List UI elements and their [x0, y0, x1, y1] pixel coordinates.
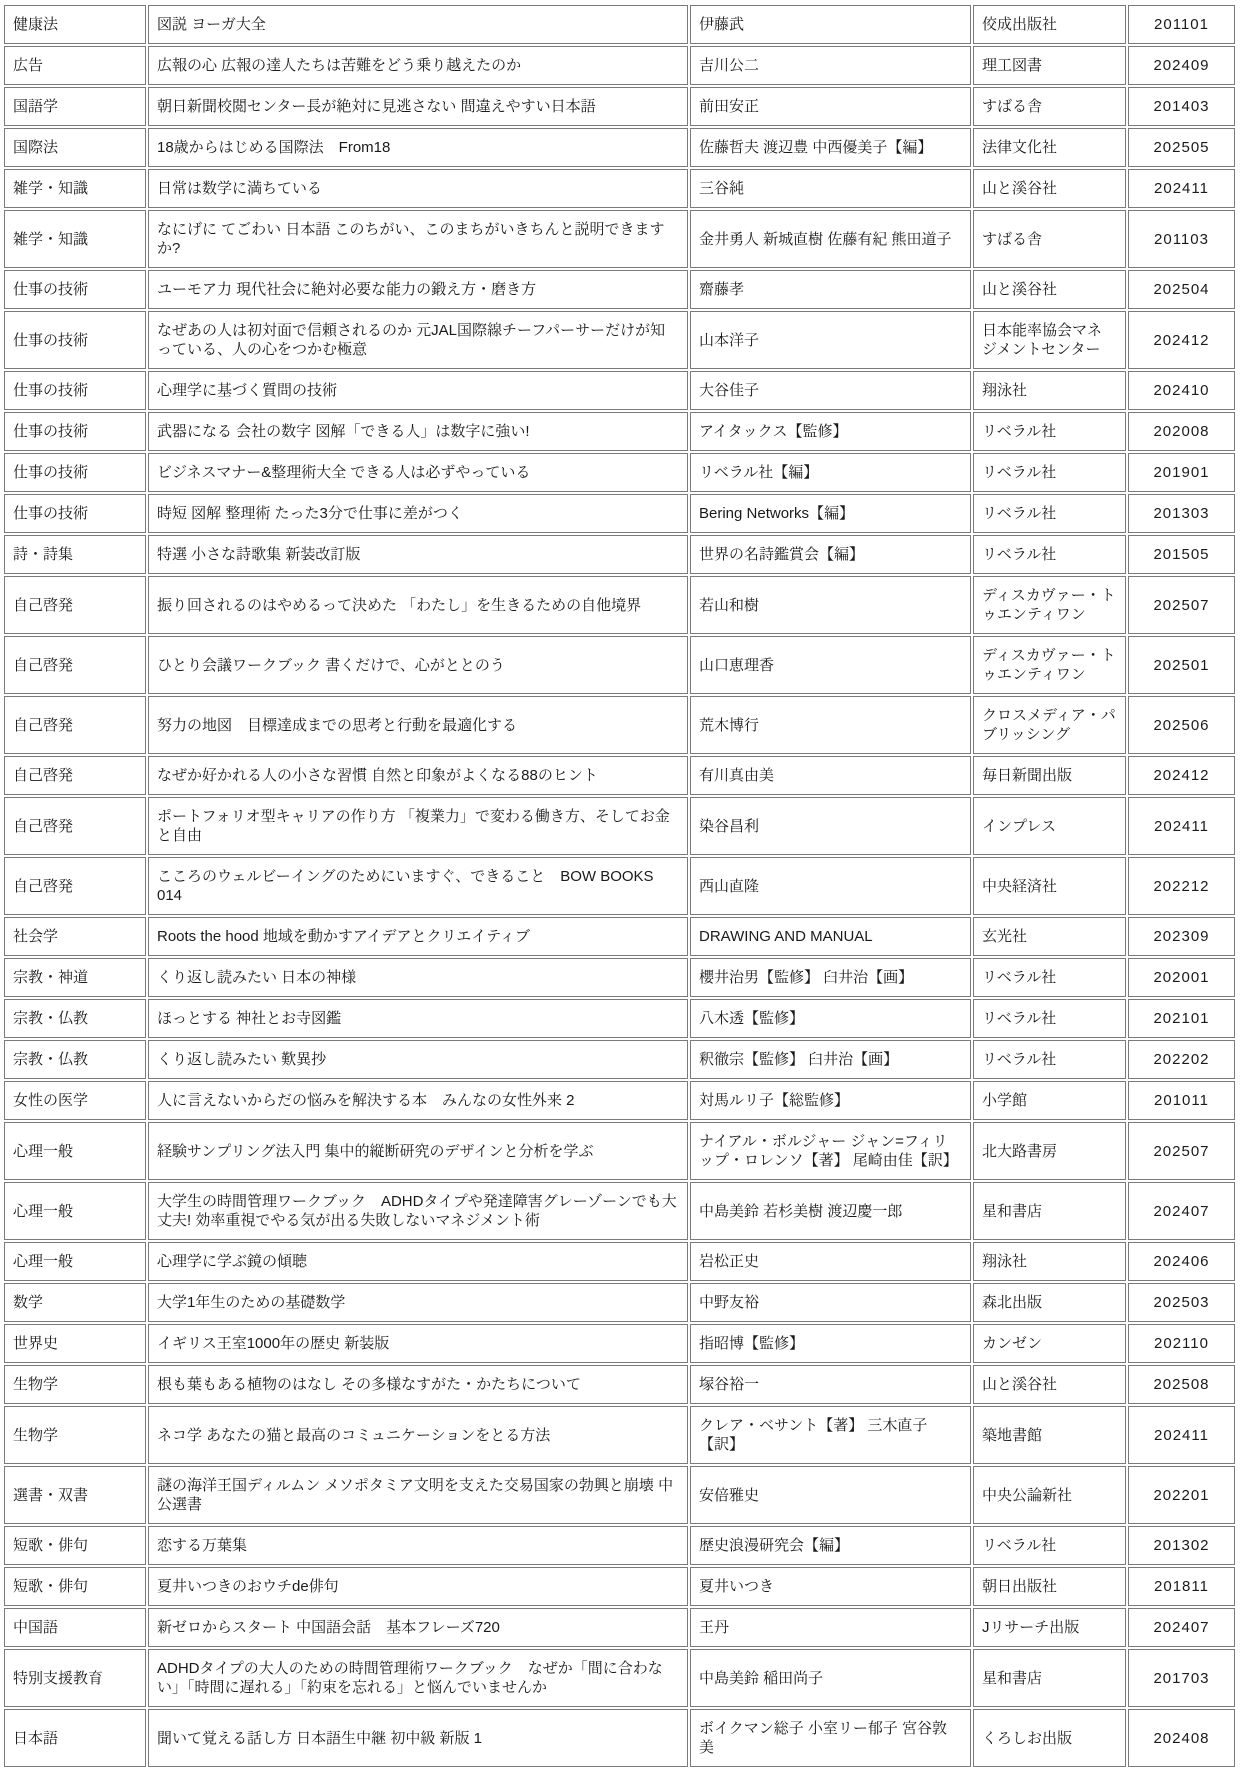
cell-title: ビジネスマナー&整理術大全 できる人は必ずやっている	[148, 453, 688, 492]
cell-pub-date: 202505	[1128, 128, 1235, 167]
table-row	[4, 270, 1235, 309]
cell-publisher: リベラル社	[973, 494, 1126, 533]
cell-category: 宗教・仏教	[4, 999, 146, 1038]
cell-pub-date: 202412	[1128, 756, 1235, 795]
cell-category: 社会学	[4, 917, 146, 956]
cell-author: 三谷純	[690, 169, 971, 208]
cell-pub-date: 202101	[1128, 999, 1235, 1038]
cell-category: 仕事の技術	[4, 311, 146, 369]
cell-title: 日常は数学に満ちている	[148, 169, 688, 208]
cell-publisher: 中央公論新社	[973, 1466, 1126, 1524]
table-row	[4, 46, 1235, 85]
cell-author: 中島美鈴 稲田尚子	[690, 1649, 971, 1707]
cell-category: 心理一般	[4, 1242, 146, 1281]
cell-author: 王丹	[690, 1608, 971, 1647]
cell-publisher: 法律文化社	[973, 128, 1126, 167]
table-row	[4, 917, 1235, 956]
cell-category: 日本語	[4, 1709, 146, 1767]
cell-author: 指昭博【監修】	[690, 1324, 971, 1363]
cell-publisher: 山と溪谷社	[973, 1365, 1126, 1404]
cell-author: 齋藤孝	[690, 270, 971, 309]
cell-category: 宗教・神道	[4, 958, 146, 997]
cell-publisher: リベラル社	[973, 453, 1126, 492]
cell-title: なにげに てごわい 日本語 このちがい、このまちがいきちんと説明できますか?	[148, 210, 688, 268]
table-row	[4, 1406, 1235, 1464]
cell-author: 佐藤哲夫 渡辺豊 中西優美子【編】	[690, 128, 971, 167]
cell-pub-date: 202411	[1128, 1406, 1235, 1464]
cell-title: 夏井いつきのおウチde俳句	[148, 1567, 688, 1606]
cell-pub-date: 202506	[1128, 696, 1235, 754]
cell-title: なぜあの人は初対面で信頼されるのか 元JAL国際線チーフパーサーだけが知っている、人の心をつかむ極意	[148, 311, 688, 369]
cell-author: クレア・ベサント【著】 三木直子【訳】	[690, 1406, 971, 1464]
cell-pub-date: 201403	[1128, 87, 1235, 126]
table-row	[4, 1709, 1235, 1767]
cell-category: 女性の医学	[4, 1081, 146, 1120]
cell-publisher: 山と溪谷社	[973, 169, 1126, 208]
cell-category: 自己啓発	[4, 696, 146, 754]
cell-publisher: ディスカヴァー・トゥエンティワン	[973, 636, 1126, 694]
cell-title: 18歳からはじめる国際法 From18	[148, 128, 688, 167]
cell-author: 山口恵理香	[690, 636, 971, 694]
cell-title: 広報の心 広報の達人たちは苦難をどう乗り越えたのか	[148, 46, 688, 85]
cell-title: イギリス王室1000年の歴史 新装版	[148, 1324, 688, 1363]
cell-author: 伊藤武	[690, 5, 971, 44]
cell-pub-date: 202110	[1128, 1324, 1235, 1363]
cell-publisher: Jリサーチ出版	[973, 1608, 1126, 1647]
cell-title: ネコ学 あなたの猫と最高のコミュニケーションをとる方法	[148, 1406, 688, 1464]
table-row	[4, 210, 1235, 268]
table-row	[4, 958, 1235, 997]
cell-author: 吉川公二	[690, 46, 971, 85]
cell-category: 雑学・知識	[4, 169, 146, 208]
cell-category: 生物学	[4, 1406, 146, 1464]
cell-title: 特選 小さな詩歌集 新装改訂版	[148, 535, 688, 574]
cell-author: アイタックス【監修】	[690, 412, 971, 451]
cell-category: 国際法	[4, 128, 146, 167]
cell-title: 人に言えないからだの悩みを解決する本 みんなの女性外来 2	[148, 1081, 688, 1120]
cell-author: 有川真由美	[690, 756, 971, 795]
cell-pub-date: 202412	[1128, 311, 1235, 369]
cell-pub-date: 202507	[1128, 576, 1235, 634]
table-row	[4, 1649, 1235, 1707]
cell-title: ユーモア力 現代社会に絶対必要な能力の鍛え方・磨き方	[148, 270, 688, 309]
cell-title: 努力の地図 目標達成までの思考と行動を最適化する	[148, 696, 688, 754]
table-row	[4, 1122, 1235, 1180]
cell-publisher: 星和書店	[973, 1182, 1126, 1240]
cell-category: 心理一般	[4, 1122, 146, 1180]
table-row	[4, 535, 1235, 574]
cell-author: 対馬ルリ子【総監修】	[690, 1081, 971, 1120]
table-row	[4, 128, 1235, 167]
cell-title: 聞いて覚える話し方 日本語生中継 初中級 新版 1	[148, 1709, 688, 1767]
cell-publisher: 佼成出版社	[973, 5, 1126, 44]
cell-category: 短歌・俳句	[4, 1567, 146, 1606]
table-row	[4, 87, 1235, 126]
cell-pub-date: 202507	[1128, 1122, 1235, 1180]
table-row	[4, 371, 1235, 410]
cell-pub-date: 202409	[1128, 46, 1235, 85]
cell-category: 世界史	[4, 1324, 146, 1363]
cell-publisher: 中央経済社	[973, 857, 1126, 915]
table-row	[4, 999, 1235, 1038]
cell-pub-date: 201303	[1128, 494, 1235, 533]
table-row	[4, 756, 1235, 795]
cell-category: 中国語	[4, 1608, 146, 1647]
cell-author: 塚谷裕一	[690, 1365, 971, 1404]
cell-publisher: カンゼン	[973, 1324, 1126, 1363]
cell-author: 染谷昌利	[690, 797, 971, 855]
cell-publisher: 翔泳社	[973, 1242, 1126, 1281]
cell-pub-date: 202202	[1128, 1040, 1235, 1079]
cell-pub-date: 202407	[1128, 1182, 1235, 1240]
table-row	[4, 311, 1235, 369]
cell-author: 夏井いつき	[690, 1567, 971, 1606]
cell-publisher: すばる舎	[973, 87, 1126, 126]
cell-publisher: 小学館	[973, 1081, 1126, 1120]
cell-category: 雑学・知識	[4, 210, 146, 268]
cell-category: 自己啓発	[4, 857, 146, 915]
cell-publisher: くろしお出版	[973, 1709, 1126, 1767]
table-row	[4, 696, 1235, 754]
cell-category: 宗教・仏教	[4, 1040, 146, 1079]
cell-pub-date: 202508	[1128, 1365, 1235, 1404]
cell-publisher: 山と溪谷社	[973, 270, 1126, 309]
table-row	[4, 797, 1235, 855]
cell-publisher: 築地書館	[973, 1406, 1126, 1464]
table-row	[4, 1608, 1235, 1647]
cell-title: 経験サンプリング法入門 集中的縦断研究のデザインと分析を学ぶ	[148, 1122, 688, 1180]
cell-pub-date: 201901	[1128, 453, 1235, 492]
cell-author: 櫻井治男【監修】 臼井治【画】	[690, 958, 971, 997]
cell-author: 釈徹宗【監修】 臼井治【画】	[690, 1040, 971, 1079]
cell-pub-date: 202411	[1128, 797, 1235, 855]
cell-pub-date: 202407	[1128, 1608, 1235, 1647]
cell-pub-date: 202309	[1128, 917, 1235, 956]
cell-title: 図説 ヨーガ大全	[148, 5, 688, 44]
table-row	[4, 1324, 1235, 1363]
cell-publisher: リベラル社	[973, 535, 1126, 574]
cell-publisher: クロスメディア・パブリッシング	[973, 696, 1126, 754]
cell-author: 世界の名詩鑑賞会【編】	[690, 535, 971, 574]
cell-publisher: リベラル社	[973, 999, 1126, 1038]
cell-author: ボイクマン総子 小室リー郁子 宮谷敦美	[690, 1709, 971, 1767]
cell-author: 西山直隆	[690, 857, 971, 915]
cell-publisher: 理工図書	[973, 46, 1126, 85]
cell-category: 仕事の技術	[4, 494, 146, 533]
cell-title: 新ゼロからスタート 中国語会話 基本フレーズ720	[148, 1608, 688, 1647]
cell-publisher: 朝日出版社	[973, 1567, 1126, 1606]
cell-author: 安倍雅史	[690, 1466, 971, 1524]
cell-pub-date: 202504	[1128, 270, 1235, 309]
cell-title: 恋する万葉集	[148, 1526, 688, 1565]
cell-publisher: 北大路書房	[973, 1122, 1126, 1180]
table-row	[4, 857, 1235, 915]
cell-author: 中野友裕	[690, 1283, 971, 1322]
cell-author: 若山和樹	[690, 576, 971, 634]
cell-category: 国語学	[4, 87, 146, 126]
table-row	[4, 1081, 1235, 1120]
cell-title: なぜか好かれる人の小さな習慣 自然と印象がよくなる88のヒント	[148, 756, 688, 795]
cell-title: 心理学に学ぶ鏡の傾聴	[148, 1242, 688, 1281]
cell-publisher: 玄光社	[973, 917, 1126, 956]
cell-author: DRAWING AND MANUAL	[690, 917, 971, 956]
cell-category: 短歌・俳句	[4, 1526, 146, 1565]
cell-title: Roots the hood 地域を動かすアイデアとクリエイティブ	[148, 917, 688, 956]
cell-pub-date: 201703	[1128, 1649, 1235, 1707]
cell-pub-date: 202008	[1128, 412, 1235, 451]
cell-publisher: 翔泳社	[973, 371, 1126, 410]
cell-title: 大学1年生のための基礎数学	[148, 1283, 688, 1322]
cell-title: ほっとする 神社とお寺図鑑	[148, 999, 688, 1038]
cell-author: 前田安正	[690, 87, 971, 126]
cell-publisher: 星和書店	[973, 1649, 1126, 1707]
cell-publisher: リベラル社	[973, 1040, 1126, 1079]
cell-publisher: 森北出版	[973, 1283, 1126, 1322]
table-row	[4, 1466, 1235, 1524]
cell-title: こころのウェルビーイングのためにいますぐ、できること BOW BOOKS 014	[148, 857, 688, 915]
cell-pub-date: 202503	[1128, 1283, 1235, 1322]
cell-category: 特別支援教育	[4, 1649, 146, 1707]
table-row	[4, 1283, 1235, 1322]
cell-title: 朝日新聞校閲センター長が絶対に見逃さない 間違えやすい日本語	[148, 87, 688, 126]
cell-author: 八木透【監修】	[690, 999, 971, 1038]
cell-category: 心理一般	[4, 1182, 146, 1240]
table-row	[4, 1242, 1235, 1281]
table-row	[4, 5, 1235, 44]
cell-pub-date: 202201	[1128, 1466, 1235, 1524]
cell-author: 歴史浪漫研究会【編】	[690, 1526, 971, 1565]
cell-pub-date: 202408	[1128, 1709, 1235, 1767]
cell-pub-date: 201811	[1128, 1567, 1235, 1606]
table-row	[4, 494, 1235, 533]
cell-category: 数学	[4, 1283, 146, 1322]
cell-author: 岩松正史	[690, 1242, 971, 1281]
cell-category: 仕事の技術	[4, 412, 146, 451]
table-row	[4, 1365, 1235, 1404]
cell-title: ひとり会議ワークブック 書くだけで、心がととのう	[148, 636, 688, 694]
cell-publisher: リベラル社	[973, 1526, 1126, 1565]
table-row	[4, 576, 1235, 634]
cell-title: 武器になる 会社の数字 図解「できる人」は数字に強い!	[148, 412, 688, 451]
cell-publisher: すばる舎	[973, 210, 1126, 268]
cell-publisher: 毎日新聞出版	[973, 756, 1126, 795]
cell-pub-date: 201101	[1128, 5, 1235, 44]
table-row	[4, 169, 1235, 208]
table-row	[4, 1526, 1235, 1565]
cell-pub-date: 202001	[1128, 958, 1235, 997]
cell-publisher: リベラル社	[973, 958, 1126, 997]
cell-title: 振り回されるのはやめるって決めた 「わたし」を生きるための自他境界	[148, 576, 688, 634]
table-row	[4, 453, 1235, 492]
cell-pub-date: 202406	[1128, 1242, 1235, 1281]
cell-category: 選書・双書	[4, 1466, 146, 1524]
book-list-table	[2, 3, 1237, 1769]
cell-category: 自己啓発	[4, 756, 146, 795]
cell-title: 時短 図解 整理術 たった3分で仕事に差がつく	[148, 494, 688, 533]
book-list-table-body	[4, 5, 1235, 1767]
cell-publisher: ディスカヴァー・トゥエンティワン	[973, 576, 1126, 634]
cell-title: ポートフォリオ型キャリアの作り方 「複業力」で変わる働き方、そしてお金と自由	[148, 797, 688, 855]
table-row	[4, 1040, 1235, 1079]
cell-category: 健康法	[4, 5, 146, 44]
cell-pub-date: 201302	[1128, 1526, 1235, 1565]
table-row	[4, 636, 1235, 694]
cell-pub-date: 202411	[1128, 169, 1235, 208]
cell-author: 荒木博行	[690, 696, 971, 754]
cell-author: Bering Networks【編】	[690, 494, 971, 533]
cell-category: 自己啓発	[4, 576, 146, 634]
cell-pub-date: 202501	[1128, 636, 1235, 694]
cell-title: ADHDタイプの大人のための時間管理術ワークブック なぜか「間に合わない」「時間に遅れる」「約束を忘れる」と悩んでいませんか	[148, 1649, 688, 1707]
cell-category: 仕事の技術	[4, 371, 146, 410]
cell-pub-date: 202212	[1128, 857, 1235, 915]
cell-category: 自己啓発	[4, 636, 146, 694]
cell-pub-date: 201103	[1128, 210, 1235, 268]
cell-author: 大谷佳子	[690, 371, 971, 410]
cell-author: リベラル社【編】	[690, 453, 971, 492]
cell-category: 生物学	[4, 1365, 146, 1404]
cell-title: 心理学に基づく質問の技術	[148, 371, 688, 410]
cell-category: 詩・詩集	[4, 535, 146, 574]
cell-publisher: 日本能率協会マネジメントセンター	[973, 311, 1126, 369]
table-row	[4, 1567, 1235, 1606]
cell-publisher: インプレス	[973, 797, 1126, 855]
cell-category: 自己啓発	[4, 797, 146, 855]
table-row	[4, 412, 1235, 451]
cell-pub-date: 201011	[1128, 1081, 1235, 1120]
cell-title: 謎の海洋王国ディルムン メソポタミア文明を支えた交易国家の勃興と崩壊 中公選書	[148, 1466, 688, 1524]
cell-category: 仕事の技術	[4, 453, 146, 492]
table-row	[4, 1182, 1235, 1240]
cell-title: 根も葉もある植物のはなし その多様なすがた・かたちについて	[148, 1365, 688, 1404]
cell-category: 仕事の技術	[4, 270, 146, 309]
cell-author: 山本洋子	[690, 311, 971, 369]
cell-author: 金井勇人 新城直樹 佐藤有紀 熊田道子	[690, 210, 971, 268]
cell-category: 広告	[4, 46, 146, 85]
cell-author: 中島美鈴 若杉美樹 渡辺慶一郎	[690, 1182, 971, 1240]
cell-author: ナイアル・ボルジャー ジャン=フィリップ・ロレンソ【著】 尾崎由佳【訳】	[690, 1122, 971, 1180]
cell-pub-date: 201505	[1128, 535, 1235, 574]
cell-pub-date: 202410	[1128, 371, 1235, 410]
cell-title: 大学生の時間管理ワークブック ADHDタイプや発達障害グレーゾーンでも大丈夫! 効率重視でやる気が出る失敗しないマネジメント術	[148, 1182, 688, 1240]
cell-title: くり返し読みたい 日本の神様	[148, 958, 688, 997]
cell-title: くり返し読みたい 歎異抄	[148, 1040, 688, 1079]
cell-publisher: リベラル社	[973, 412, 1126, 451]
